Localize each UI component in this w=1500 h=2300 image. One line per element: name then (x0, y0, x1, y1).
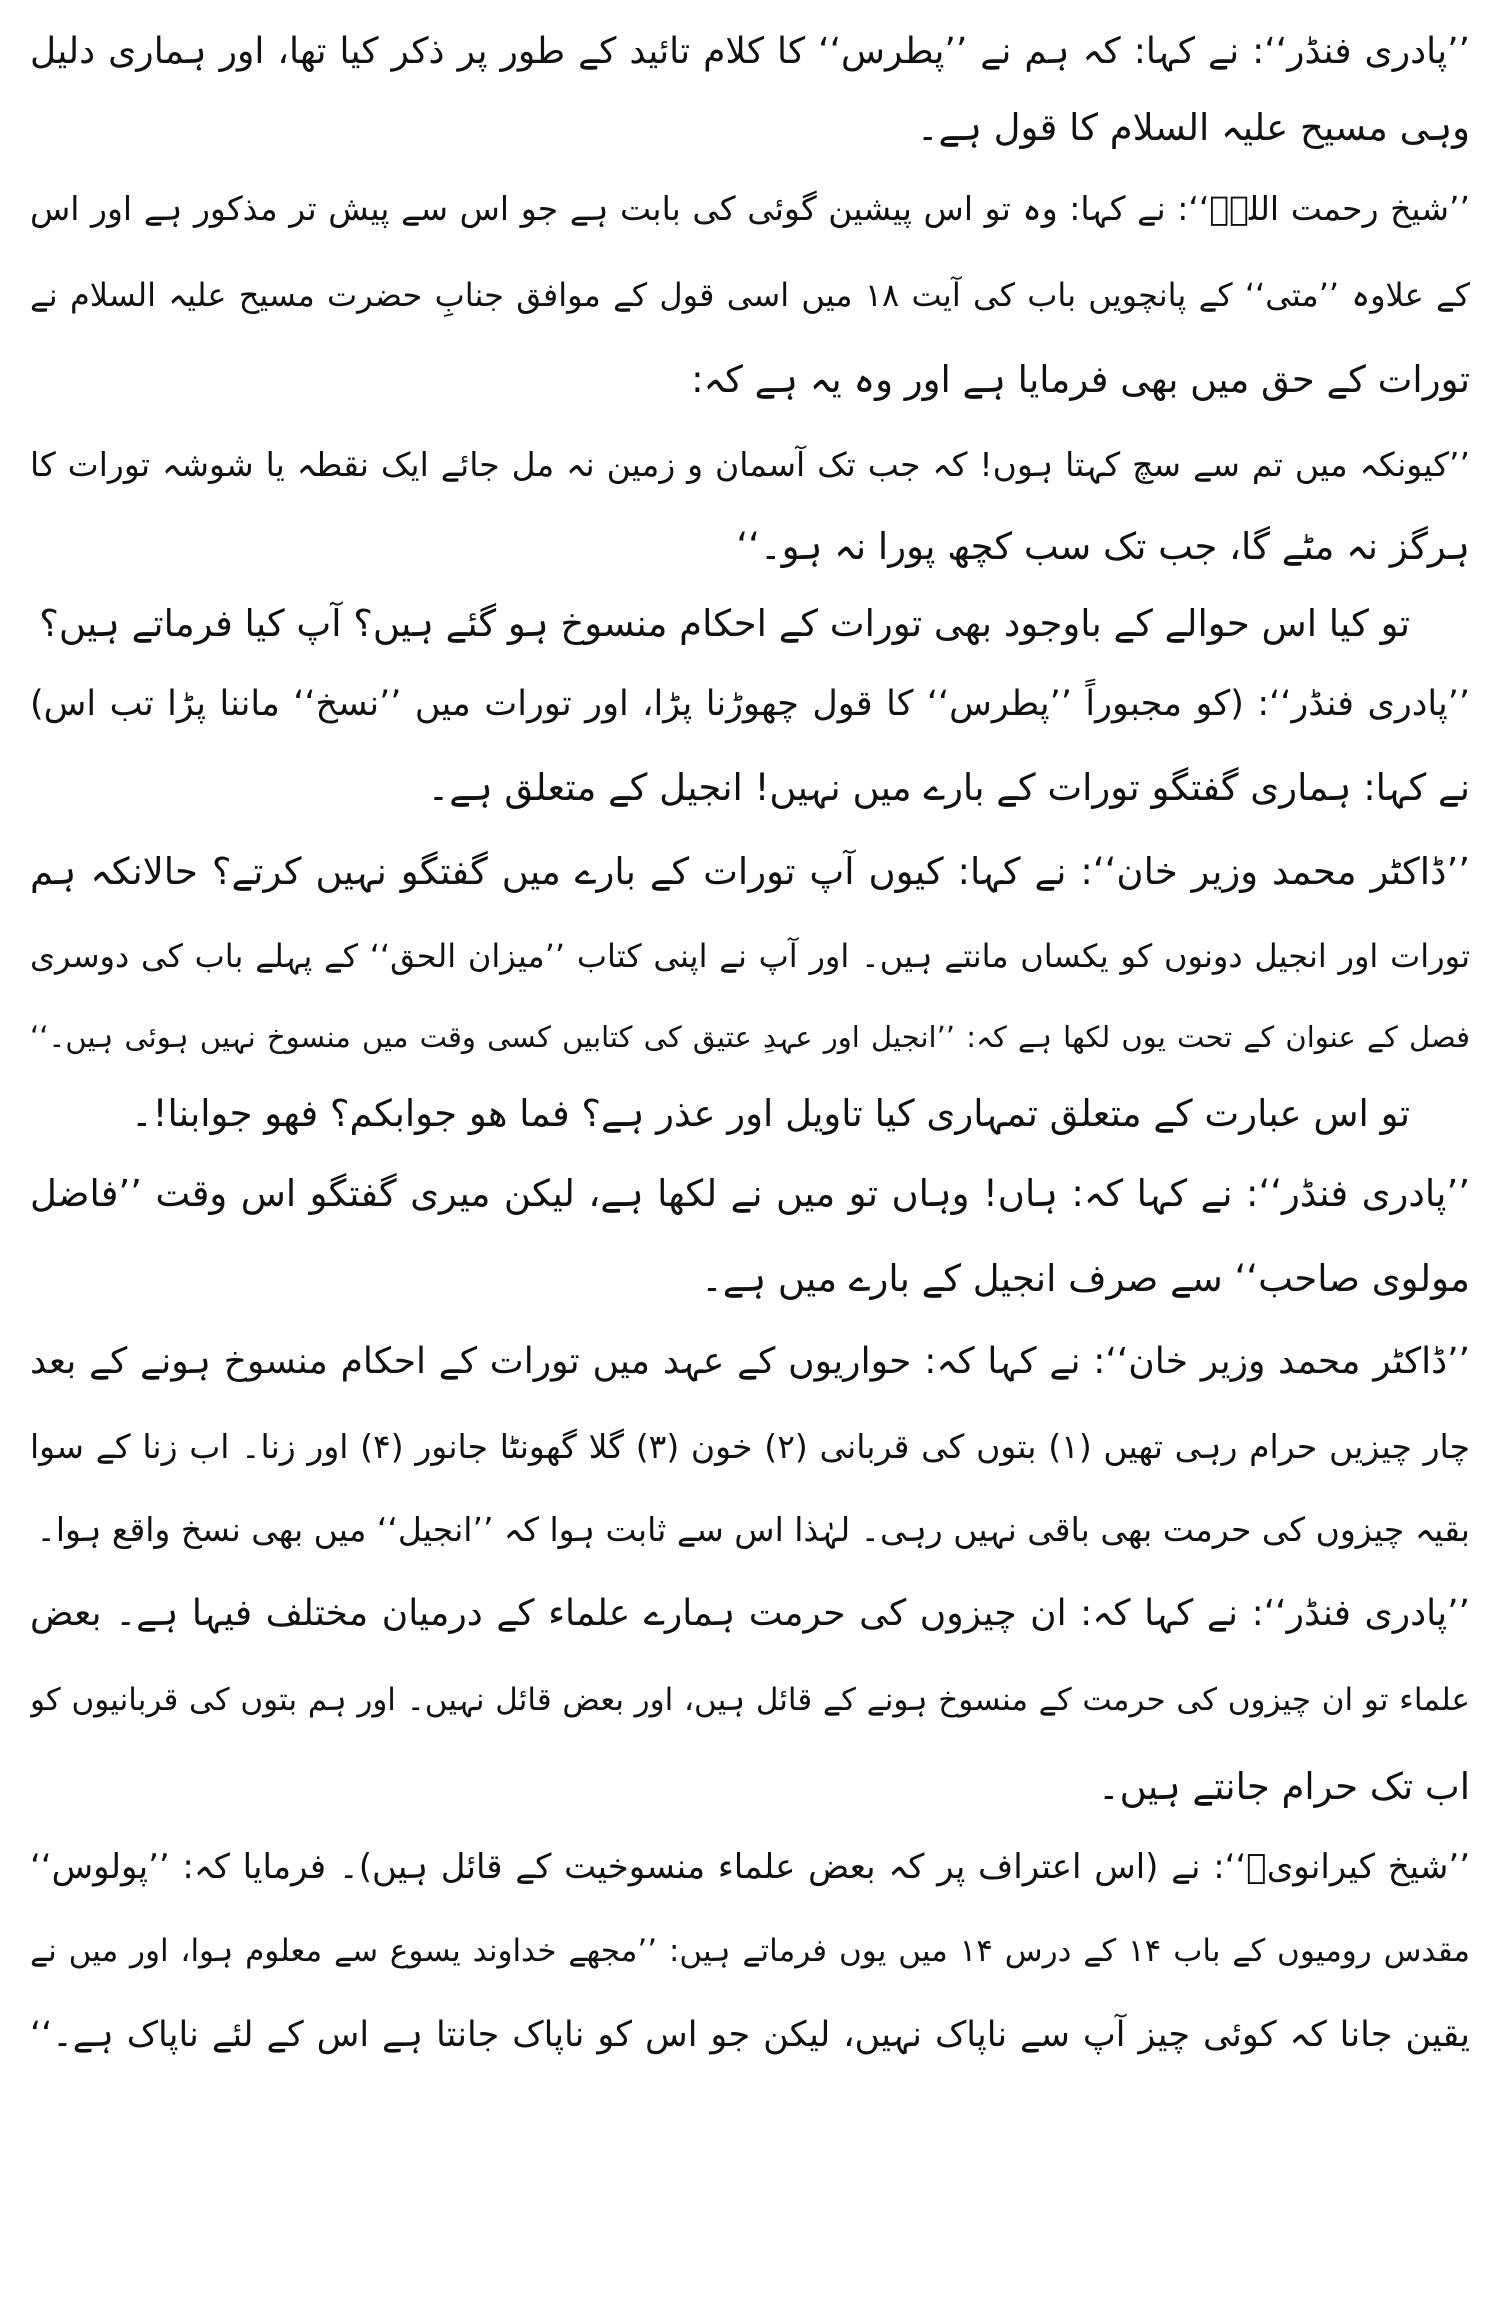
text-line: ’’پادری فنڈر‘‘: نے کہا: کہ ہم نے ’’پطرس‘‘ کا کلام تائید کے طور پر ذکر کیا تھا، اور ہماری دلیل (30, 31, 1470, 72)
text-line: تو کیا اس حوالے کے باوجود بھی تورات کے احکام منسوخ ہو گئے ہیں؟ آپ کیا فرماتے ہیں؟ (39, 602, 1410, 645)
text-line: ’’پادری فنڈر‘‘: نے کہا کہ: ان چیزوں کی حرمت ہمارے علماء کے درمیان مختلف فیہا ہے۔ بعض (30, 1593, 1470, 1634)
text-line: ’’ڈاکٹر محمد وزیر خان‘‘: نے کہا: کیوں آپ تورات کے بارے میں گفتگو نہیں کرتے؟ حالانکہ ہم (30, 850, 1470, 893)
text-line: تورات کے حق میں بھی فرمایا ہے اور وہ یہ ہے کہ: (691, 358, 1470, 401)
text-line: تو اس عبارت کے متعلق تمہاری کیا تاویل اور عذر ہے؟ فما ھو جوابکم؟ فھو جوابنا!۔ (131, 1092, 1410, 1135)
text-line: ہرگز نہ مٹے گا، جب تک سب کچھ پورا نہ ہو۔‘‘ (736, 525, 1470, 568)
text-line: ’’شیخ کیرانویؒ‘‘: نے (اس اعتراف پر کہ بعض علماء منسوخیت کے قائل ہیں)۔ فرمایا کہ: ’’پولوس‘‘ (30, 1847, 1470, 1887)
text-line: یقین جانا کہ کوئی چیز آپ سے ناپاک نہیں، لیکن جو اس کو ناپاک جانتا ہے اس کے لئے ناپاک ہے۔‘‘ (30, 2015, 1470, 2055)
text-line: مولوی صاحب‘‘ سے صرف انجیل کے بارے میں ہے۔ (701, 1257, 1470, 1300)
text-line: وہی مسیح علیہ السلام کا قول ہے۔ (916, 106, 1470, 149)
text-line: نے کہا: ہماری گفتگو تورات کے بارے میں نہیں! انجیل کے متعلق ہے۔ (427, 766, 1470, 809)
text-line: علماء تو ان چیزوں کی حرمت کے منسوخ ہونے کے قائل ہیں، اور بعض قائل نہیں۔ اور ہم بتوں کی قربانیوں کو (30, 1682, 1470, 1718)
text-line: تورات اور انجیل دونوں کو یکساں مانتے ہیں۔ اور آپ نے اپنی کتاب ’’میزان الحق‘‘ کے پہلے باب کی دوسری (30, 937, 1470, 975)
text-line: ’’کیونکہ میں تم سے سچ کہتا ہوں! کہ جب تک آسمان و زمین نہ مل جائے ایک نقطہ یا شوشہ تورات کا (30, 445, 1470, 484)
text-line: چار چیزیں حرام رہی تھیں (۱) بتوں کی قربانی (۲) خون (۳) گلا گھونٹا جانور (۴) اور زنا۔ اب زنا کے سوا (30, 1427, 1470, 1466)
text-line: کے علاوہ ’’متی‘‘ کے پانچویں باب کی آیت ۱۸ میں اسی قول کے موافق جنابِ حضرت مسیح علیہ السلام نے (30, 276, 1470, 314)
text-line: فصل کے عنوان کے تحت یوں لکھا ہے کہ: ’’انجیل اور عہدِ عتیق کی کتابیں کسی وقت میں منسوخ نہیں ہوئی ہیں۔‘‘ (30, 1020, 1470, 1054)
text-line: ’’پادری فنڈر‘‘: نے کہا کہ: ہاں! وہاں تو میں نے لکھا ہے، لیکن میری گفتگو اس وقت ’’فاضل (30, 1172, 1470, 1215)
text-line: ’’شیخ رحمت اللہؒ‘‘: نے کہا: وہ تو اس پیشین گوئی کی بابت ہے جو اس سے پیش تر مذکور ہے اور اس (30, 189, 1470, 228)
text-line: ’’ڈاکٹر محمد وزیر خان‘‘: نے کہا کہ: حواریوں کے عہد میں تورات کے احکام منسوخ ہونے کے بعد (30, 1341, 1470, 1382)
text-line: مقدس رومیوں کے باب ۱۴ کے درس ۱۴ میں یوں فرماتے ہیں: ’’مجھے خداوند یسوع سے معلوم ہوا، اور میں نے (30, 1933, 1470, 1969)
text-line: ’’پادری فنڈر‘‘: (کو مجبوراً ’’پطرس‘‘ کا قول چھوڑنا پڑا، اور تورات میں ’’نسخ‘‘ ماننا پڑا تب اس) (30, 684, 1470, 724)
document-page (30, 20, 1470, 2280)
text-line: اب تک حرام جانتے ہیں۔ (1097, 1765, 1470, 1808)
text-line: بقیہ چیزوں کی حرمت بھی باقی نہیں رہی۔ لہٰذا اس سے ثابت ہوا کہ ’’انجیل‘‘ میں بھی نسخ واقع ہوا۔ (36, 1510, 1470, 1549)
